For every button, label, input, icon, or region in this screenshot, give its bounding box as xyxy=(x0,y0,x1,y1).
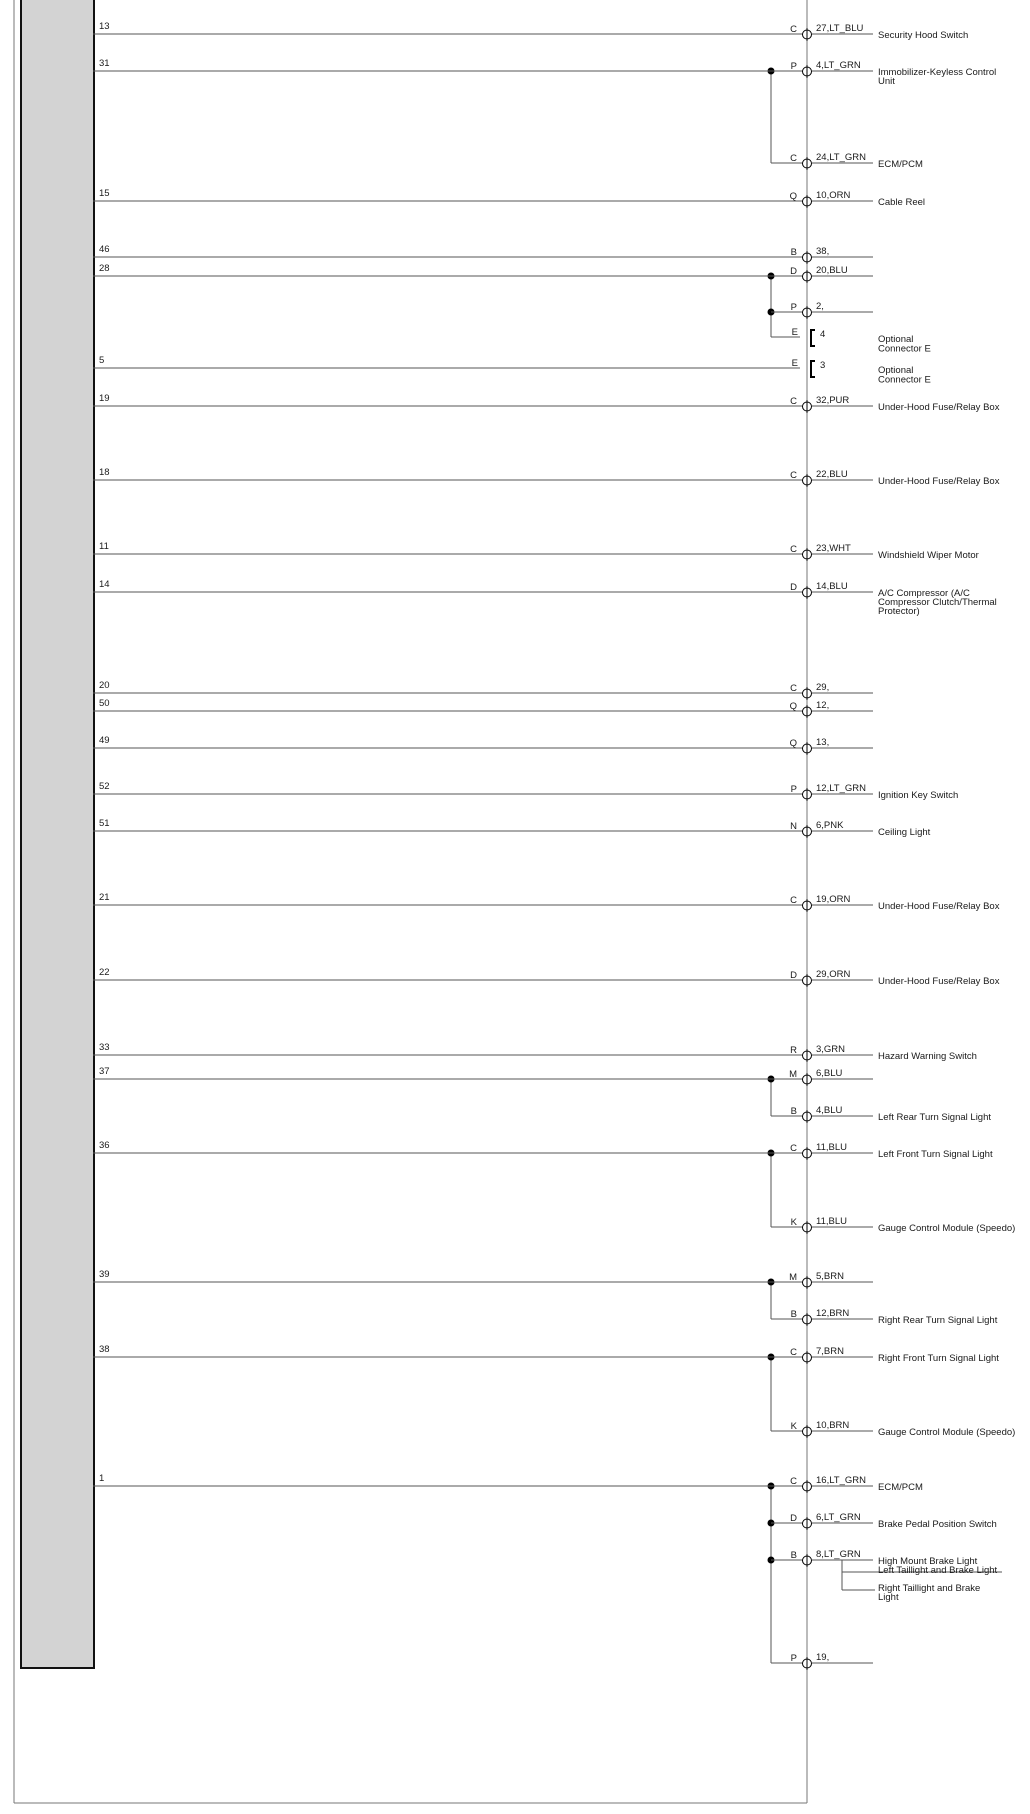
pin-number: 31 xyxy=(99,58,110,69)
terminal-label: 12, xyxy=(816,700,830,711)
connector-letter: D xyxy=(790,582,797,593)
terminal-label: 3,GRN xyxy=(816,1044,846,1055)
wire-layer xyxy=(93,28,1002,1670)
pin-number: 51 xyxy=(99,818,110,829)
terminal-label: 22,BLU xyxy=(816,469,848,480)
connector-letter: P xyxy=(790,1653,797,1664)
component-name: High Mount Brake Light xyxy=(878,1556,978,1567)
connector-letter: C xyxy=(790,396,797,407)
connector-letter: K xyxy=(790,1421,797,1432)
connector-letter: Q xyxy=(789,701,797,712)
connector-letter: K xyxy=(790,1217,797,1228)
connector-letter: P xyxy=(790,784,797,795)
terminal-label: 4,BLU xyxy=(816,1105,843,1116)
connector-letter: C xyxy=(790,24,797,35)
terminal-label: 12,BRN xyxy=(816,1308,850,1319)
terminal-label: 7,BRN xyxy=(816,1346,844,1357)
component-name: Windshield Wiper Motor xyxy=(878,550,979,561)
connector-letter: B xyxy=(790,1550,797,1561)
connector-letter: R xyxy=(790,1045,797,1056)
connector-letter: C xyxy=(790,1143,797,1154)
connector-letter: C xyxy=(790,1347,797,1358)
connector-letter: B xyxy=(790,247,797,258)
control-module-block xyxy=(21,0,94,1668)
component-name: ECM/PCM xyxy=(878,159,923,170)
component-name: ECM/PCM xyxy=(878,1482,923,1493)
component-name: Gauge Control Module (Speedo) xyxy=(878,1427,1016,1438)
component-name: Connector E xyxy=(878,343,931,355)
component-name: Cable Reel xyxy=(878,197,925,208)
component-name: Unit xyxy=(878,76,895,87)
label-layer xyxy=(99,21,1015,1664)
component-name: Optional xyxy=(878,365,914,376)
component-name: Right Front Turn Signal Light xyxy=(878,1353,999,1364)
terminal-label: 32,PUR xyxy=(816,395,850,406)
pin-number: 19 xyxy=(99,393,110,404)
pin-number: 36 xyxy=(99,1140,110,1151)
pin-number: 18 xyxy=(99,467,110,478)
terminal-label: 4,LT_GRN xyxy=(816,60,861,71)
connector-letter: C xyxy=(790,470,797,481)
connector-letter: N xyxy=(790,821,797,832)
terminal-label: 12,LT_GRN xyxy=(816,783,866,794)
pin-number: 52 xyxy=(99,781,110,792)
component-name: Security Hood Switch xyxy=(878,30,969,41)
terminal-label: 19, xyxy=(816,1652,830,1663)
terminal-label: 20,BLU xyxy=(816,265,848,276)
connector-letter: C xyxy=(790,544,797,555)
terminal-label: 5,BRN xyxy=(816,1271,844,1282)
pin-number: 46 xyxy=(99,244,110,255)
diagram-frame xyxy=(14,0,807,1803)
component-name: Hazard Warning Switch xyxy=(878,1051,977,1062)
terminal-label: 10,BRN xyxy=(816,1420,850,1431)
component-name: Left Front Turn Signal Light xyxy=(878,1149,993,1160)
terminal-label: 29, xyxy=(816,682,830,693)
pin-number: 28 xyxy=(99,263,110,274)
connector-letter: E xyxy=(791,358,798,369)
pin-number: 5 xyxy=(99,355,105,366)
terminal-label: 6,BLU xyxy=(816,1068,843,1079)
connector-letter: C xyxy=(790,683,797,694)
terminal-label: 14,BLU xyxy=(816,581,848,592)
component-name: Left Taillight and Brake Light xyxy=(878,1565,998,1576)
pin-number: 20 xyxy=(99,680,110,691)
component-name: Ceiling Light xyxy=(878,827,931,838)
component-name: A/C Compressor (A/C xyxy=(878,588,970,599)
pin-number: 21 xyxy=(99,892,110,903)
control-module xyxy=(21,0,94,1668)
component-name: Right Taillight and Brake xyxy=(878,1583,981,1594)
connector-letter: Q xyxy=(789,738,797,749)
connector-letter: D xyxy=(790,1513,797,1524)
connector-letter: Q xyxy=(789,191,797,202)
connector-letter: P xyxy=(790,61,797,72)
component-name: Under-Hood Fuse/Relay Box xyxy=(878,901,1000,912)
terminal-label: 4 xyxy=(820,329,826,340)
terminal-label: 19,ORN xyxy=(816,894,851,905)
pin-number: 22 xyxy=(99,967,110,978)
pin-number: 39 xyxy=(99,1269,110,1280)
pin-number: 38 xyxy=(99,1344,110,1355)
connector-letter: C xyxy=(790,153,797,164)
component-name: Optional xyxy=(878,334,914,345)
pin-number: 13 xyxy=(99,21,110,32)
terminal-label: 2, xyxy=(816,301,824,312)
terminal-label: 10,ORN xyxy=(816,190,851,201)
connector-letter: D xyxy=(790,970,797,981)
connector-letter: E xyxy=(791,327,798,338)
terminal-label: 6,PNK xyxy=(816,820,844,831)
terminal-label: 23,WHT xyxy=(816,543,851,554)
terminal-label: 8,LT_GRN xyxy=(816,1549,861,1560)
terminal-label: 11,BLU xyxy=(816,1142,847,1153)
pin-number: 49 xyxy=(99,735,110,746)
pin-number: 15 xyxy=(99,188,110,199)
component-name: Under-Hood Fuse/Relay Box xyxy=(878,976,1000,987)
pin-number: 1 xyxy=(99,1473,105,1484)
terminal-label: 24,LT_GRN xyxy=(816,152,866,163)
component-name: Compressor Clutch/Thermal xyxy=(878,597,997,608)
component-name: Under-Hood Fuse/Relay Box xyxy=(878,476,1000,487)
pin-number: 33 xyxy=(99,1042,110,1053)
connector-letter: C xyxy=(790,1476,797,1487)
connector-letter: B xyxy=(790,1309,797,1320)
component-name: Right Rear Turn Signal Light xyxy=(878,1315,998,1326)
connector-letter: D xyxy=(790,266,797,277)
terminal-label: 27,LT_BLU xyxy=(816,23,864,34)
component-name: Brake Pedal Position Switch xyxy=(878,1519,997,1530)
connector-letter: M xyxy=(789,1272,797,1283)
component-name: Light xyxy=(878,1592,899,1603)
optional-connector-bracket xyxy=(811,361,815,377)
terminal-label: 3 xyxy=(820,360,826,371)
connector-letter: P xyxy=(790,302,797,313)
component-name: Left Rear Turn Signal Light xyxy=(878,1112,992,1123)
pin-number: 50 xyxy=(99,698,110,709)
component-name: Gauge Control Module (Speedo) xyxy=(878,1223,1016,1234)
connector-letter: B xyxy=(790,1106,797,1117)
connector-letter: C xyxy=(790,895,797,906)
pin-number: 14 xyxy=(99,579,110,590)
terminal-label: 6,LT_GRN xyxy=(816,1512,861,1523)
component-name: Protector) xyxy=(878,606,920,617)
terminal-label: 11,BLU xyxy=(816,1216,847,1227)
pin-number: 11 xyxy=(99,541,109,552)
component-name: Immobilizer-Keyless Control xyxy=(878,67,997,78)
terminal-label: 29,ORN xyxy=(816,969,851,980)
terminal-label: 38, xyxy=(816,246,830,257)
pin-number: 37 xyxy=(99,1066,110,1077)
terminal-label: 13, xyxy=(816,737,830,748)
component-name: Under-Hood Fuse/Relay Box xyxy=(878,402,1000,413)
terminal-label: 16,LT_GRN xyxy=(816,1475,866,1486)
component-name: Connector E xyxy=(878,374,931,386)
component-name: Ignition Key Switch xyxy=(878,790,959,801)
connector-letter: M xyxy=(789,1069,797,1080)
optional-connector-bracket xyxy=(811,330,815,346)
